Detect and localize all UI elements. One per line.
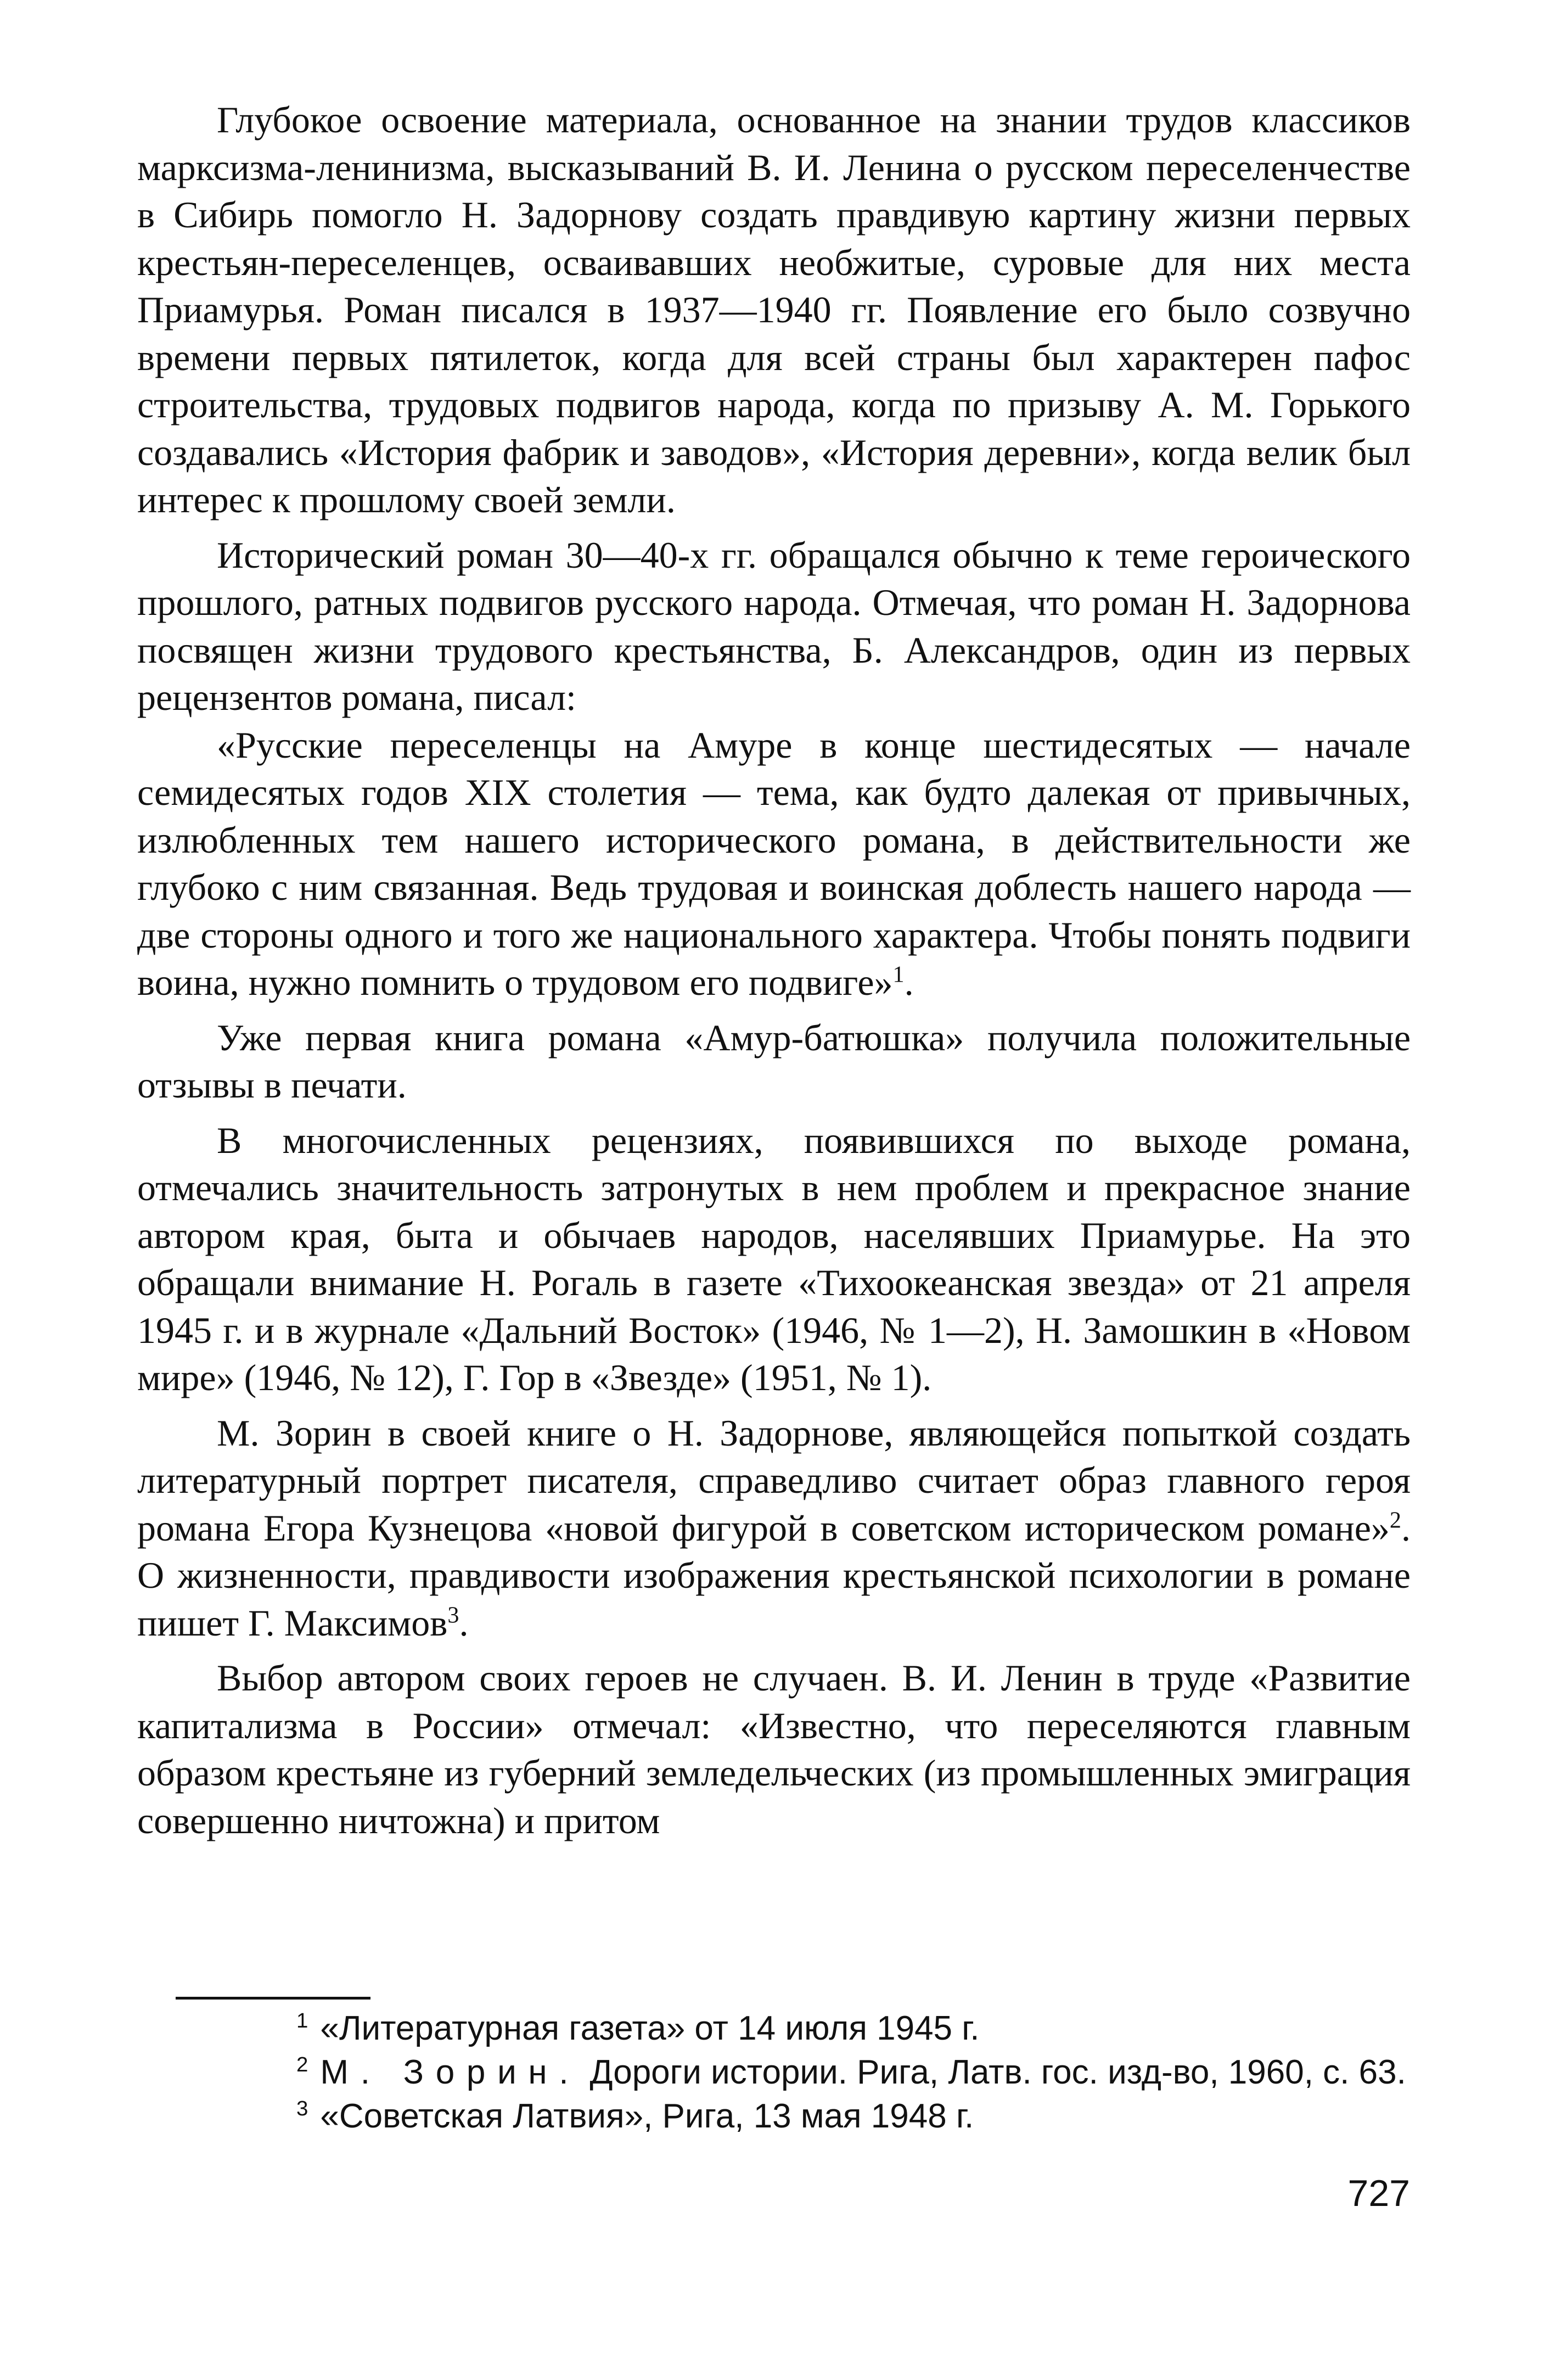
- quotation-paragraph: «Русские переселенцы на Амуре в конце шестидесятых — начале семидесятых годов XIX столетия — тема, как будто далекая от привычных, излюбленных тем нашего исторического романа, в действительности же глубоко с ним связанная. Ведь трудовая и воинская доблесть нашего народа — две стороны одного и того же национального характера. Чтобы понять подвиги воина, нужно помнить о трудовом его подвиге»$^1$.: [137, 724, 1411, 1003]
- footnote-reference: 3: [447, 1601, 459, 1628]
- paragraph: М. Зорин в своей книге о Н. Задорнове, являющейся попыткой создать литературный портрет писателя, справедливо считает образ главного героя романа Егора Кузнецова «новой фигурой в советском историческом романе»$^2$. О жизненности, правдивости изображения крестьянской психологии в романе пишет Г. Максимов$^3$.: [137, 1412, 1411, 1644]
- main-text: [137, 96, 1411, 1844]
- paragraph-text: Уже первая книга романа «Амур-батюшка» получила положительные отзывы в печати.: [137, 1016, 1411, 1106]
- footnote: 1 «Литературная газета» от 14 июля 1945 г.: [296, 2009, 980, 2047]
- footnote: 2 М. Зорин. Дороги истории. Рига, Латв. гос. изд-во, 1960, с. 63.: [296, 2053, 1406, 2091]
- paragraph-text: Исторический роман 30—40-х гг. обращался обычно к теме героического прошлого, ратных подвигов русского народа. Отмечая, что роман Н. Задорнова посвящен жизни трудового крестьянства, Б. Александров, один из первых рецензентов романа, писал:: [137, 534, 1411, 718]
- footnote-text: Дороги истории. Рига, Латв. гос. изд-во, 1960, с. 63.: [589, 2053, 1406, 2091]
- paragraph: [137, 531, 1411, 721]
- footnote-divider: [176, 1997, 370, 2000]
- paragraph-text: М. Зорин в своей книге о Н. Задорнове, являющейся попыткой создать литературный портрет писателя, справедливо считает образ главного героя романа Егора Кузнецова «новой фигурой в советском историческом романе»: [137, 1412, 1411, 1549]
- page-number: 727: [1347, 2172, 1410, 2214]
- footnote-reference: 2: [1389, 1507, 1401, 1533]
- footnote-reference: 1: [892, 961, 905, 988]
- footnotes: [137, 2007, 1411, 2138]
- footnote-author: М. Зорин.: [320, 2053, 581, 2091]
- footnote: 3 «Советская Латвия», Рига, 13 мая 1948 г.: [296, 2097, 974, 2135]
- paragraph-text: В многочисленных рецензиях, появившихся по выходе романа, отмечались значительность затронутых в нем проблем и прекрасное знание автором края, быта и обычаев народов, населявших Приамурье. На это обращали внимание Н. Рогаль в газете «Тихоокеанская звезда» от 21 апреля 1945 г. и в журнале «Дальний Восток» (1946, № 1—2), Н. Замошкин в «Новом мире» (1946, № 12), Г. Гор в «Звезде» (1951, № 1).: [137, 1119, 1411, 1398]
- paragraph-text: О жизненности, правдивости изображения крестьянской психологии в романе пишет Г. Максимов: [137, 1554, 1411, 1644]
- paragraph: [137, 1117, 1411, 1402]
- quotation-text: «Русские переселенцы на Амуре в конце шестидесятых — начале семидесятых годов XIX столетия — тема, как будто далекая от привычных, излюбленных тем нашего исторического романа, в действительности же глубоко с ним связанная. Ведь трудовая и воинская доблесть нашего народа — две стороны одного и того же национального характера. Чтобы понять подвиги воина, нужно помнить о трудовом его подвиге»: [137, 724, 1411, 1003]
- paragraph-text: Выбор автором своих героев не случаен. В. И. Ленин в труде «Развитие капитализма в России» отмечал: «Известно, что переселяются главным образом крестьяне из губерний земледельческих (из промышленных эмиграция совершенно ничтожна) и притом: [137, 1657, 1411, 1841]
- paragraph: [137, 1654, 1411, 1844]
- footnote-text: «Литературная газета» от 14 июля 1945 г.: [320, 2009, 980, 2047]
- paragraph-text: Глубокое освоение материала, основанное на знании трудов классиков марксизма-ленинизма, высказываний В. И. Ленина о русском переселенчестве в Сибирь помогло Н. Задорнову создать правдивую картину жизни первых крестьян-переселенцев, осваивавших необжитые, суровые для них места Приамурья. Роман писался в 1937—1940 гг. Появление его было созвучно времени первых пятилеток, когда для всей страны был характерен пафос строительства, трудовых подвигов народа, когда по призыву А. М. Горького создавались «История фабрик и заводов», «История деревни», когда велик был интерес к прошлому своей земли.: [137, 99, 1411, 520]
- paragraph: [137, 1014, 1411, 1109]
- footnote-text: «Советская Латвия», Рига, 13 мая 1948 г.: [320, 2097, 974, 2135]
- paragraph: [137, 96, 1411, 524]
